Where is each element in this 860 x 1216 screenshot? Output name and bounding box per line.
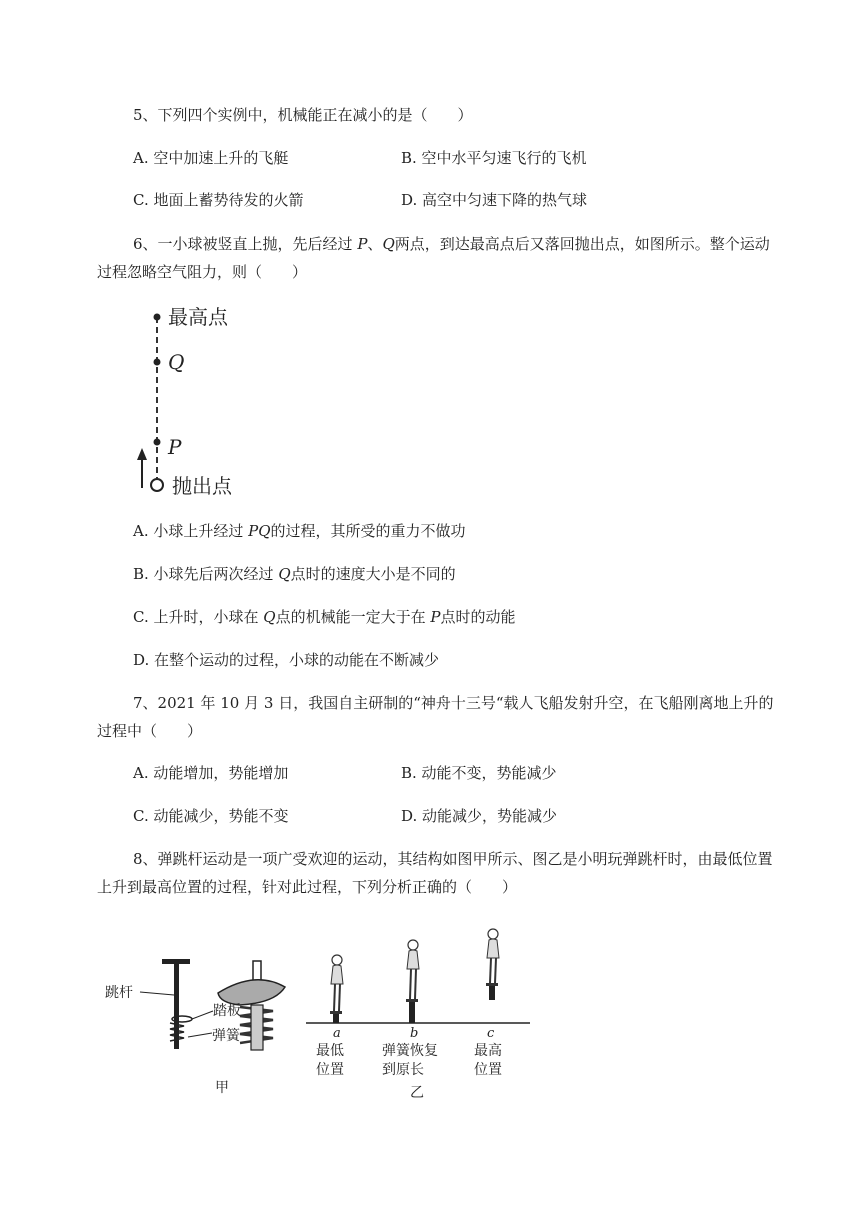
pogo-pedal-detail [218, 980, 285, 1005]
q6-c-var1: Q [263, 608, 276, 626]
q7-option-a: A. 动能增加，势能增加 [133, 764, 289, 782]
pogo-structure-figure [100, 945, 300, 1100]
q7-option-c: C. 动能减少，势能不变 [133, 807, 289, 825]
launch-point-circle [151, 479, 163, 491]
label-c-line2: 位置 [474, 1062, 502, 1078]
q6-option-d: D. 在整个运动的过程，小球的动能在不断减少 [133, 651, 440, 669]
q8-stem-line2: 上升到最高位置的过程，针对此过程，下列分析正确的（ ） [97, 878, 518, 896]
q6-c-text3: 点时的动能 [440, 608, 516, 626]
caption-jia: 甲 [215, 1080, 229, 1096]
label-p: P [168, 435, 182, 459]
label-c-line1: 最高 [474, 1043, 502, 1059]
label-a-line2: 位置 [316, 1062, 344, 1078]
label-pedal: 踏板 [213, 1003, 241, 1019]
q6-a-text: A. 小球上升经过 [133, 522, 249, 540]
q6-c-var2: P [430, 608, 441, 626]
q7-stem-line1: 7、2021 年 10 月 3 日，我国自主研制的“神舟十三号“载人飞船发射升空，在飞船刚离地上升的 [133, 694, 774, 712]
leader-pedal [192, 1011, 213, 1019]
q6-stem-p: P [357, 235, 368, 253]
q6-stem-text2: 两点，到达最高点后又落回抛出点，如图所示。整个运动 [394, 235, 770, 253]
q6-b-text: B. 小球先后两次经过 [133, 565, 279, 583]
q6-c-text: C. 上升时，小球在 [133, 608, 264, 626]
q6-option-c [133, 607, 515, 627]
figure-person-b [406, 940, 419, 1023]
q6-a-text2: 的过程，其所受的重力不做功 [270, 522, 466, 540]
label-c: c [487, 1026, 495, 1041]
label-b-line1: 弹簧恢复 [382, 1043, 438, 1059]
highest-point-dot [154, 314, 161, 321]
label-b-line2: 到原长 [382, 1062, 424, 1078]
label-highest: 最高点 [168, 305, 228, 329]
q6-b-text2: 点时的速度大小是不同的 [290, 565, 456, 583]
q5-option-d: D. 高空中匀速下降的热气球 [401, 191, 588, 209]
q8-stem-line1: 8、弹跳杆运动是一项广受欢迎的运动，其结构如图甲所示、图乙是小明玩弹跳杆时，由最低位置 [133, 850, 773, 868]
leader-rod [140, 992, 174, 995]
q7-stem-line2: 过程中（ ） [97, 722, 203, 740]
q-point-dot [154, 359, 161, 366]
q6-option-b [133, 564, 456, 584]
q6-motion-figure [120, 300, 290, 500]
q5-option-a: A. 空中加速上升的飞艇 [133, 149, 289, 167]
figure-person-a [330, 955, 343, 1023]
caption-yi: 乙 [410, 1085, 424, 1100]
pogo-handle [162, 959, 190, 964]
label-q: Q [168, 350, 185, 374]
pogo-tube-detail [251, 1005, 263, 1050]
q6-stem-q: Q [382, 235, 395, 253]
q5-option-b: B. 空中水平匀速飞行的飞机 [401, 149, 587, 167]
leader-spring [188, 1033, 212, 1037]
p-point-dot [154, 439, 161, 446]
label-spring: 弹簧 [212, 1028, 240, 1044]
q7-option-b: B. 动能不变，势能减少 [401, 764, 557, 782]
q5-option-c: C. 地面上蓄势待发的火箭 [133, 191, 304, 209]
pogo-positions-figure [300, 925, 535, 1100]
q7-option-d: D. 动能减少，势能减少 [401, 807, 558, 825]
label-a-line1: 最低 [316, 1043, 344, 1059]
q6-a-var: PQ [248, 522, 271, 540]
q6-stem-line1 [133, 234, 770, 254]
label-a: a [333, 1026, 341, 1041]
figure-person-c [486, 929, 499, 1000]
q6-stem-sep: 、 [367, 235, 383, 253]
q6-stem-line2: 过程忽略空气阻力，则（ ） [97, 263, 308, 281]
q6-c-text2: 点的机械能一定大于在 [275, 608, 431, 626]
label-launch: 抛出点 [172, 474, 232, 498]
q6-option-a [133, 521, 466, 541]
q6-stem-text: 6、一小球被竖直上抛，先后经过 [133, 235, 358, 253]
label-b: b [410, 1026, 419, 1041]
arrow-head-icon [137, 448, 147, 460]
label-rod: 跳杆 [105, 985, 133, 1001]
q6-b-var: Q [278, 565, 291, 583]
q5-stem: 5、下列四个实例中，机械能正在减小的是（ ） [133, 106, 473, 124]
